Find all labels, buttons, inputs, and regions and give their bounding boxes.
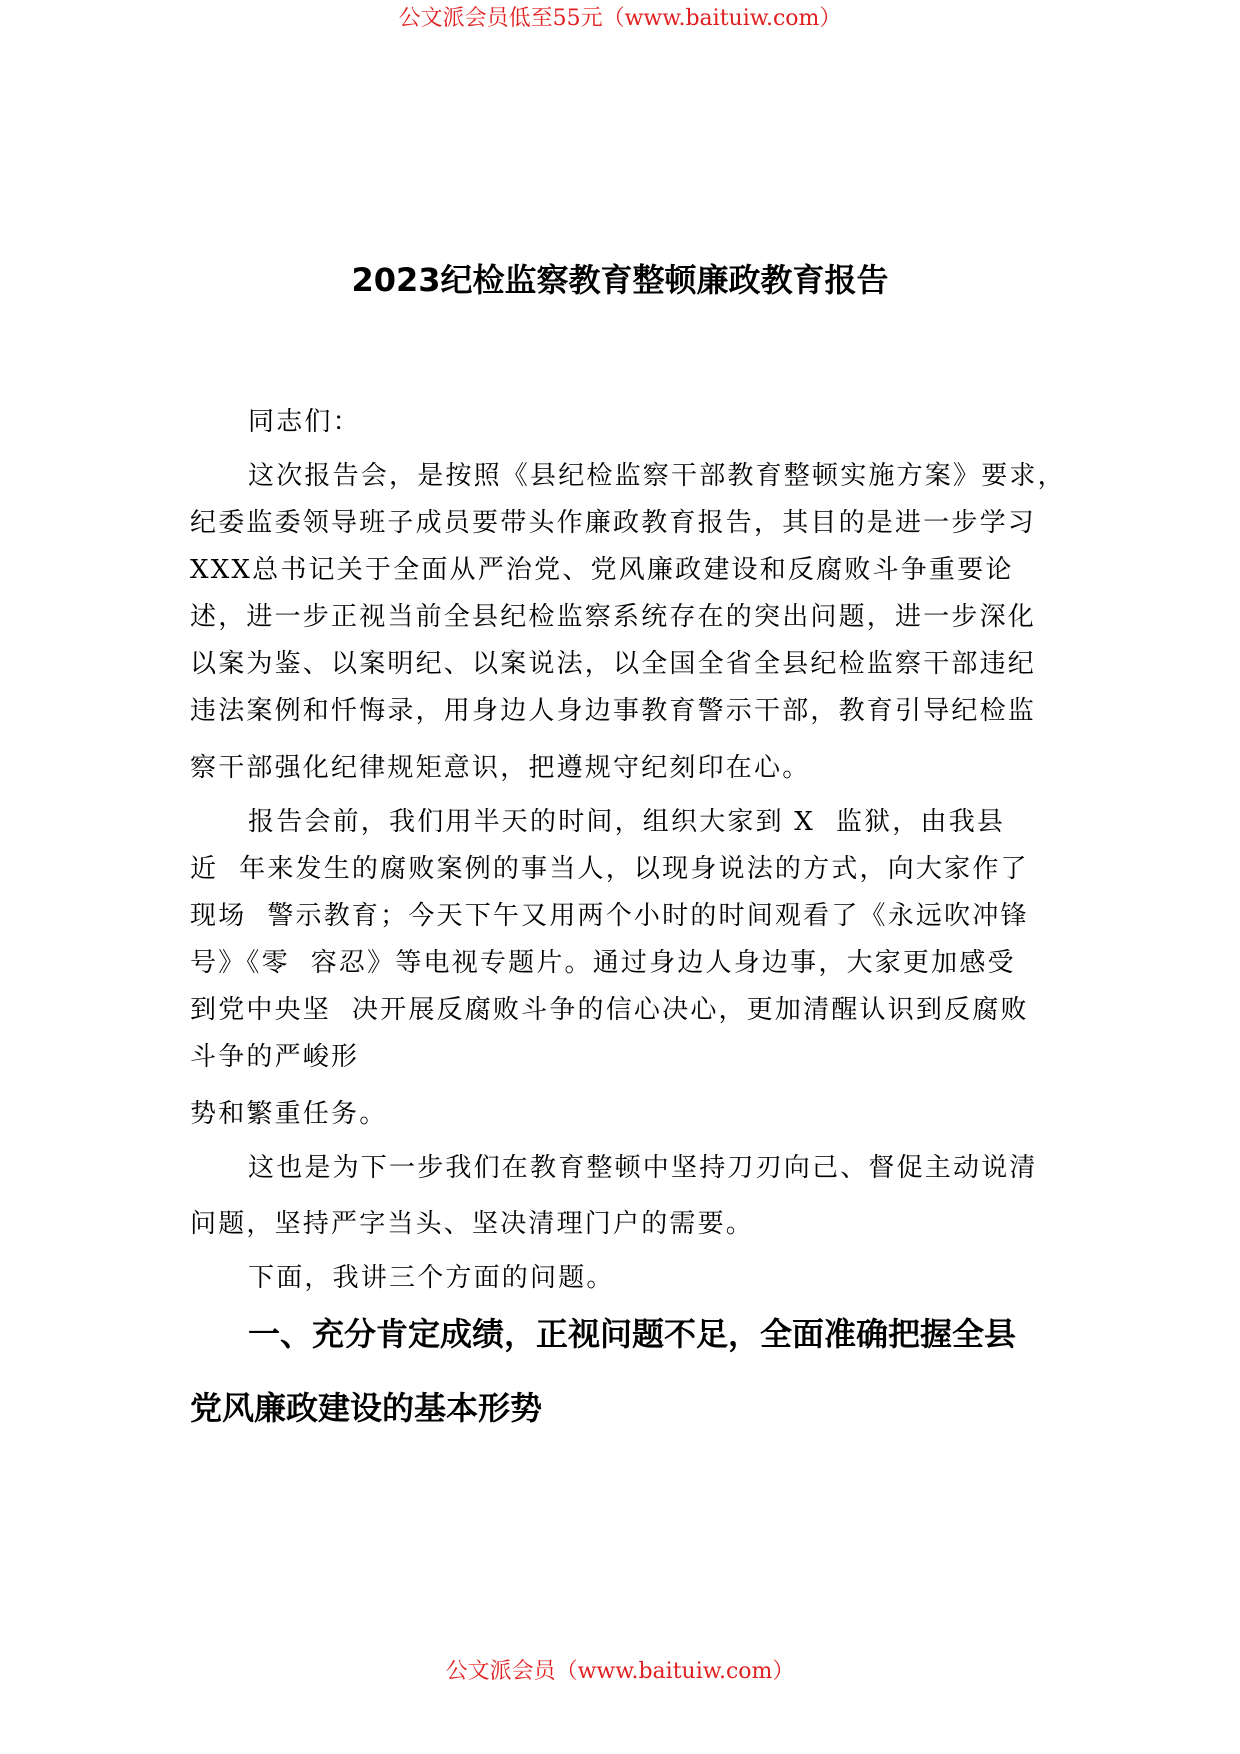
paragraph-2-line: 势和繁重任务。	[190, 1099, 388, 1129]
paragraph-2-line: 到党中央坚 决开展反腐败斗争的信心决心，更加清醒认识到反腐败	[190, 995, 1029, 1025]
document-title: 2023纪检监察教育整顿廉政教育报告	[351, 261, 889, 299]
paragraph-3-line: 这也是为下一步我们在教育整顿中坚持刀刃向己、督促主动说清	[248, 1153, 1038, 1183]
paragraph-1-line: 以案为鉴、以案明纪、以案说法，以全国全省全县纪检监察干部违纪	[190, 649, 1037, 679]
section-heading-line: 一、充分肯定成绩，正视问题不足，全面准确把握全县	[248, 1315, 1017, 1353]
paragraph-2-line: 现场 警示教育；今天下午又用两个小时的时间观看了《永远吹冲锋	[190, 901, 1029, 931]
paragraph-1-line: 察干部强化纪律规矩意识，把遵规守纪刻印在心。	[190, 753, 811, 783]
paragraph-4: 下面，我讲三个方面的问题。	[248, 1263, 615, 1293]
header-watermark-banner: 公文派会员低至55元（www.baituiw.com）	[398, 6, 842, 31]
paragraph-1-line: 纪委监委领导班子成员要带头作廉政教育报告，其目的是进一步学习	[190, 508, 1037, 538]
section-heading-line: 党风廉政建设的基本形势	[190, 1389, 543, 1427]
paragraph-1-line: 述，进一步正视当前全县纪检监察系统存在的突出问题，进一步深化	[190, 602, 1037, 632]
paragraph-1-line: XXX总书记关于全面从严治党、党风廉政建设和反腐败斗争重要论	[190, 555, 1014, 585]
paragraph-2-line: 报告会前，我们用半天的时间，组织大家到 X 监狱，由我县	[248, 807, 1006, 837]
greeting: 同志们：	[248, 407, 361, 437]
paragraph-2-line: 号》《零 容忍》等电视专题片。通过身边人身边事，大家更加感受	[190, 948, 1016, 978]
paragraph-2-line: 斗争的严峻形	[190, 1042, 360, 1072]
paragraph-2-line: 近 年来发生的腐败案例的事当人，以现身说法的方式，向大家作了	[190, 854, 1029, 884]
paragraph-1-line: 违法案例和忏悔录，用身边人身边事教育警示干部，教育引导纪检监	[190, 696, 1037, 726]
paragraph-1-line: 这次报告会，是按照《县纪检监察干部教育整顿实施方案》要求，	[248, 461, 1066, 491]
footer-watermark-banner: 公文派会员（www.baituiw.com）	[445, 1659, 795, 1684]
paragraph-3-line: 问题，坚持严字当头、坚决清理门户的需要。	[190, 1209, 755, 1239]
